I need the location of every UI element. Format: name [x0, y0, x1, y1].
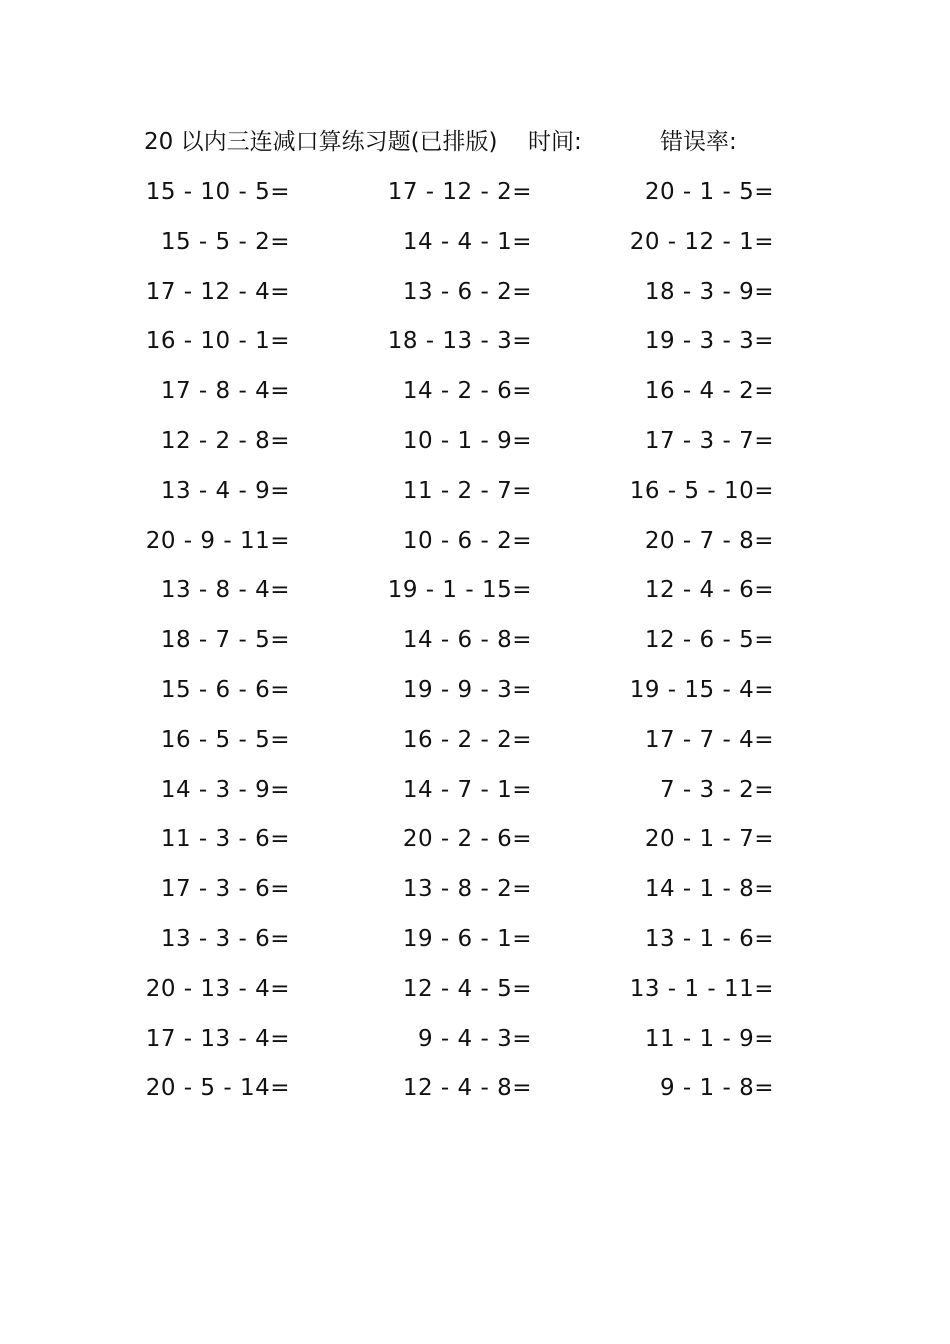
- subtraction-problem: 14 - 7 - 1=: [402, 776, 532, 803]
- subtraction-problem: 19 - 1 - 15=: [387, 577, 532, 604]
- subtraction-problem: 15 - 10 - 5=: [145, 179, 290, 205]
- subtraction-problem: 16 - 5 - 5=: [160, 726, 290, 753]
- subtraction-problem: 13 - 6 - 2=: [402, 278, 532, 305]
- subtraction-problem: 13 - 1 - 11=: [629, 975, 774, 1002]
- subtraction-problem: 20 - 13 - 4=: [145, 975, 290, 1002]
- problem-row: [0, 1068, 950, 1118]
- subtraction-problem: 12 - 2 - 8=: [160, 427, 290, 454]
- subtraction-problem: 12 - 4 - 6=: [644, 577, 774, 604]
- subtraction-problem: 13 - 1 - 6=: [644, 925, 774, 952]
- subtraction-problem: 9 - 1 - 8=: [659, 1075, 774, 1102]
- subtraction-problem: 12 - 4 - 5=: [402, 975, 532, 1002]
- subtraction-problem: 9 - 4 - 3=: [417, 1025, 532, 1052]
- subtraction-problem: 14 - 4 - 1=: [402, 228, 532, 255]
- subtraction-problem: 16 - 2 - 2=: [402, 726, 532, 753]
- subtraction-problem: 20 - 1 - 7=: [644, 826, 774, 853]
- problem-row: [0, 819, 950, 869]
- problem-row: [0, 620, 950, 670]
- problem-row: [0, 521, 950, 571]
- subtraction-problem: 19 - 9 - 3=: [402, 676, 532, 703]
- subtraction-problem: 10 - 6 - 2=: [402, 527, 532, 554]
- subtraction-problem: 17 - 12 - 2=: [387, 179, 532, 205]
- subtraction-problem: 20 - 12 - 1=: [629, 228, 774, 255]
- subtraction-problem: 12 - 6 - 5=: [644, 627, 774, 654]
- problem-row: [0, 919, 950, 969]
- subtraction-problem: 12 - 4 - 8=: [402, 1075, 532, 1102]
- subtraction-problem: 15 - 5 - 2=: [160, 228, 290, 255]
- subtraction-problem: 16 - 5 - 10=: [629, 477, 774, 504]
- subtraction-problem: 19 - 6 - 1=: [402, 925, 532, 952]
- subtraction-problem: 20 - 2 - 6=: [402, 826, 532, 853]
- problem-row: [0, 222, 950, 272]
- error-rate-label: 错误率:: [660, 129, 737, 155]
- subtraction-problem: 11 - 3 - 6=: [160, 826, 290, 853]
- subtraction-problem: 16 - 10 - 1=: [145, 328, 290, 355]
- problem-row: [0, 720, 950, 770]
- subtraction-problem: 15 - 6 - 6=: [160, 676, 290, 703]
- subtraction-problem: 19 - 15 - 4=: [629, 676, 774, 703]
- subtraction-problem: 10 - 1 - 9=: [402, 427, 532, 454]
- subtraction-problem: 13 - 3 - 6=: [160, 925, 290, 952]
- problem-row: [0, 321, 950, 371]
- worksheet-title: 20 以内三连减口算练习题(已排版): [144, 129, 498, 155]
- problem-row: [0, 969, 950, 1019]
- subtraction-problem: 17 - 12 - 4=: [145, 278, 290, 305]
- subtraction-problem: 14 - 3 - 9=: [160, 776, 290, 803]
- problem-grid: [0, 172, 950, 1118]
- time-label: 时间:: [528, 129, 582, 155]
- problem-row: [0, 471, 950, 521]
- problem-row: [0, 371, 950, 421]
- subtraction-problem: 17 - 3 - 7=: [644, 427, 774, 454]
- subtraction-problem: 13 - 4 - 9=: [160, 477, 290, 504]
- problem-row: [0, 770, 950, 820]
- subtraction-problem: 19 - 3 - 3=: [644, 328, 774, 355]
- subtraction-problem: 20 - 1 - 5=: [644, 179, 774, 205]
- subtraction-problem: 18 - 13 - 3=: [387, 328, 532, 355]
- problem-row: [0, 570, 950, 620]
- problem-row: [0, 670, 950, 720]
- worksheet-header: [0, 122, 950, 162]
- subtraction-problem: 20 - 7 - 8=: [644, 527, 774, 554]
- subtraction-problem: 13 - 8 - 2=: [402, 876, 532, 903]
- subtraction-problem: 11 - 2 - 7=: [402, 477, 532, 504]
- subtraction-problem: 17 - 3 - 6=: [160, 876, 290, 903]
- subtraction-problem: 14 - 6 - 8=: [402, 627, 532, 654]
- subtraction-problem: 11 - 1 - 9=: [644, 1025, 774, 1052]
- subtraction-problem: 17 - 13 - 4=: [145, 1025, 290, 1052]
- problem-row: [0, 1019, 950, 1069]
- subtraction-problem: 17 - 7 - 4=: [644, 726, 774, 753]
- subtraction-problem: 14 - 2 - 6=: [402, 378, 532, 405]
- problem-row: [0, 869, 950, 919]
- subtraction-problem: 17 - 8 - 4=: [160, 378, 290, 405]
- problem-row: [0, 272, 950, 322]
- subtraction-problem: 18 - 7 - 5=: [160, 627, 290, 654]
- problem-row: [0, 421, 950, 471]
- subtraction-problem: 20 - 9 - 11=: [145, 527, 290, 554]
- subtraction-problem: 20 - 5 - 14=: [145, 1075, 290, 1102]
- subtraction-problem: 7 - 3 - 2=: [659, 776, 774, 803]
- subtraction-problem: 18 - 3 - 9=: [644, 278, 774, 305]
- subtraction-problem: 14 - 1 - 8=: [644, 876, 774, 903]
- problem-row: [0, 172, 950, 222]
- subtraction-problem: 13 - 8 - 4=: [160, 577, 290, 604]
- subtraction-problem: 16 - 4 - 2=: [644, 378, 774, 405]
